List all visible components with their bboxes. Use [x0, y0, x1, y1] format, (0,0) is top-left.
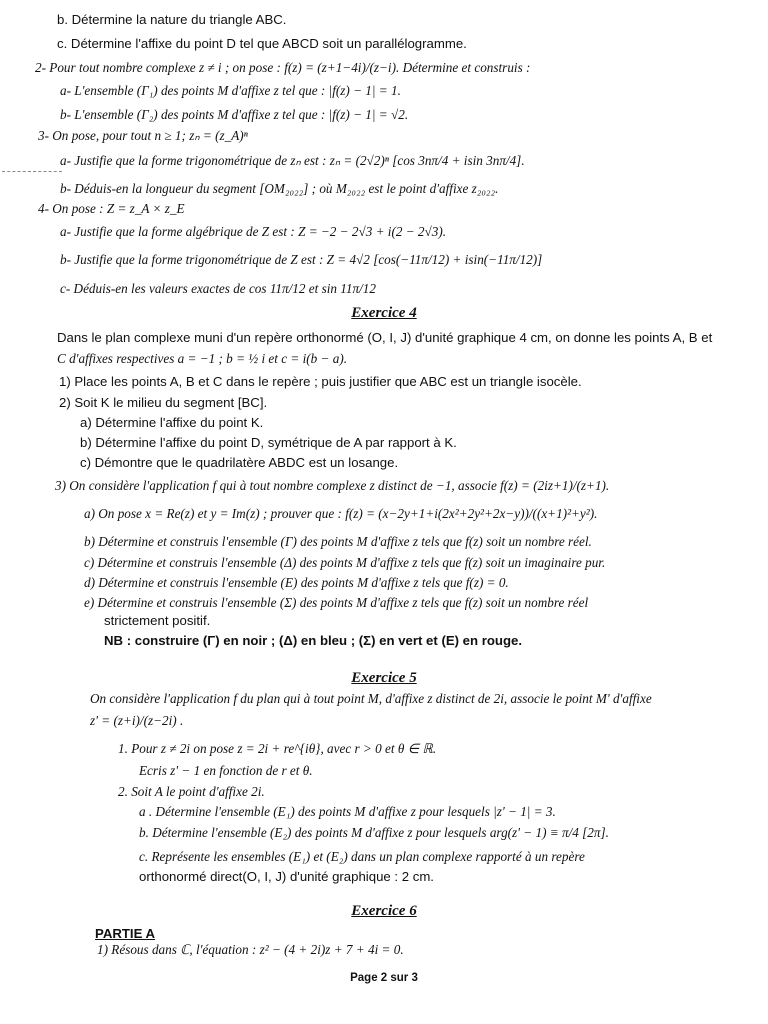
ex4-q2: 2) Soit K le milieu du segment [BC]. [59, 395, 268, 410]
ex6-q1: 1) Résous dans ℂ, l'équation : z² − (4 + 2i)z + 7 + 4i = 0. [97, 942, 404, 957]
ex5-q2b: b. Détermine l'ensemble (E₂) des points M d'affixe z pour lesquels arg(z' − 1) ≡ π/4 [2π]. [139, 825, 609, 840]
ex4-q3d: d) Détermine et construis l'ensemble (E) des points M d'affixe z tels que f(z) = 0. [84, 575, 509, 590]
question-4c: c- Déduis-en les valeurs exactes de cos 11π/12 et sin 11π/12 [60, 281, 376, 296]
exercice-6-title: Exercice 6 [351, 903, 417, 919]
ex4-q1: 1) Place les points A, B et C dans le repère ; puis justifier que ABC est un triangle isocèle. [59, 374, 582, 389]
ex4-q3e: e) Détermine et construis l'ensemble (Σ) des points M d'affixe z tels que f(z) soit un nombre réel [84, 595, 589, 610]
question-4: 4- On pose : Z = z_A × z_E [38, 201, 185, 216]
ex5-intro-2: z' = (z+i)/(z−2i) . [90, 713, 184, 728]
page-number: Page 2 sur 3 [350, 972, 418, 984]
question-3a: a- Justifie que la forme trigonométrique de zₙ est : zₙ = (2√2)ⁿ [cos 3nπ/4 + isin 3nπ/4]. [60, 153, 525, 168]
ex5-intro-1: On considère l'application f du plan qui à tout point M, d'affixe z distinct de 2i, associe le point M' d'affixe [90, 691, 652, 706]
ex4-intro-2: C d'affixes respectives a = −1 ; b = ½ i et c = i(b − a). [57, 351, 348, 366]
ex4-q3b: b) Détermine et construis l'ensemble (Γ) des points M d'affixe z tels que f(z) soit un nombre réel. [84, 534, 592, 549]
question-3b: b- Déduis-en la longueur du segment [OM₂₀₂₂] ; où M₂₀₂₂ est le point d'affixe z₂₀₂₂. [60, 181, 499, 196]
ex4-q2b: b) Détermine l'affixe du point D, symétrique de A par rapport à K. [80, 435, 457, 450]
exercice-5-title: Exercice 5 [351, 670, 417, 686]
ex4-q3a: a) On pose x = Re(z) et y = Im(z) ; prouver que : f(z) = (x−2y+1+i(2x²+2y²+2x−y))/((x+1)²+y²). [84, 506, 598, 521]
question-4b: b- Justifie que la forme trigonométrique de Z est : Z = 4√2 [cos(−11π/12) + isin(−11π/12)] [60, 252, 543, 267]
ex5-q2c-cont: orthonormé direct(O, I, J) d'unité graphique : 2 cm. [139, 869, 434, 884]
exercice-4-title: Exercice 4 [351, 305, 417, 321]
ex4-q3: 3) On considère l'application f qui à tout nombre complexe z distinct de −1, associe f(z) = (2iz+1)/(z+1). [55, 478, 610, 493]
ex5-q2: 2. Soit A le point d'affixe 2i. [118, 784, 265, 799]
ex4-q2a: a) Détermine l'affixe du point K. [80, 415, 264, 430]
ex5-q2a: a . Détermine l'ensemble (E₁) des points M d'affixe z pour lesquels |z' − 1| = 3. [139, 804, 556, 819]
ex4-q2c: c) Démontre que le quadrilatère ABDC est un losange. [80, 455, 399, 470]
question-1c: c. Détermine l'affixe du point D tel que ABCD soit un parallélogramme. [57, 36, 467, 51]
question-2b: b- L'ensemble (Γ₂) des points M d'affixe z tel que : |f(z) − 1| = √2. [60, 107, 409, 122]
scan-dash-mark [2, 171, 62, 172]
question-2a: a- L'ensemble (Γ₁) des points M d'affixe z tel que : |f(z) − 1| = 1. [60, 83, 401, 98]
ex4-nb: NB : construire (Γ) en noir ; (Δ) en bleu ; (Σ) en vert et (E) en rouge. [104, 633, 523, 648]
ex5-q1-cont: Ecris z' − 1 en fonction de r et θ. [139, 763, 313, 778]
question-3: 3- On pose, pour tout n ≥ 1; zₙ = (z_A)ⁿ [38, 128, 248, 143]
ex4-intro-1: Dans le plan complexe muni d'un repère orthonormé (O, I, J) d'unité graphique 4 cm, on donne les points A, B et [57, 330, 713, 345]
ex4-q3e-cont: strictement positif. [104, 613, 211, 628]
question-4a: a- Justifie que la forme algébrique de Z est : Z = −2 − 2√3 + i(2 − 2√3). [60, 224, 447, 239]
question-2: 2- Pour tout nombre complexe z ≠ i ; on pose : f(z) = (z+1−4i)/(z−i). Détermine et construis : [35, 60, 531, 75]
partie-a-heading: PARTIE A [95, 926, 156, 941]
ex5-q1: 1. Pour z ≠ 2i on pose z = 2i + re^{iθ}, avec r > 0 et θ ∈ ℝ. [118, 741, 437, 756]
question-1b: b. Détermine la nature du triangle ABC. [57, 12, 287, 27]
ex4-q3c: c) Détermine et construis l'ensemble (Δ) des points M d'affixe z tels que f(z) soit un imaginaire pur. [84, 555, 606, 570]
ex5-q2c: c. Représente les ensembles (E₁) et (E₂) dans un plan complexe rapporté à un repère [139, 849, 585, 864]
